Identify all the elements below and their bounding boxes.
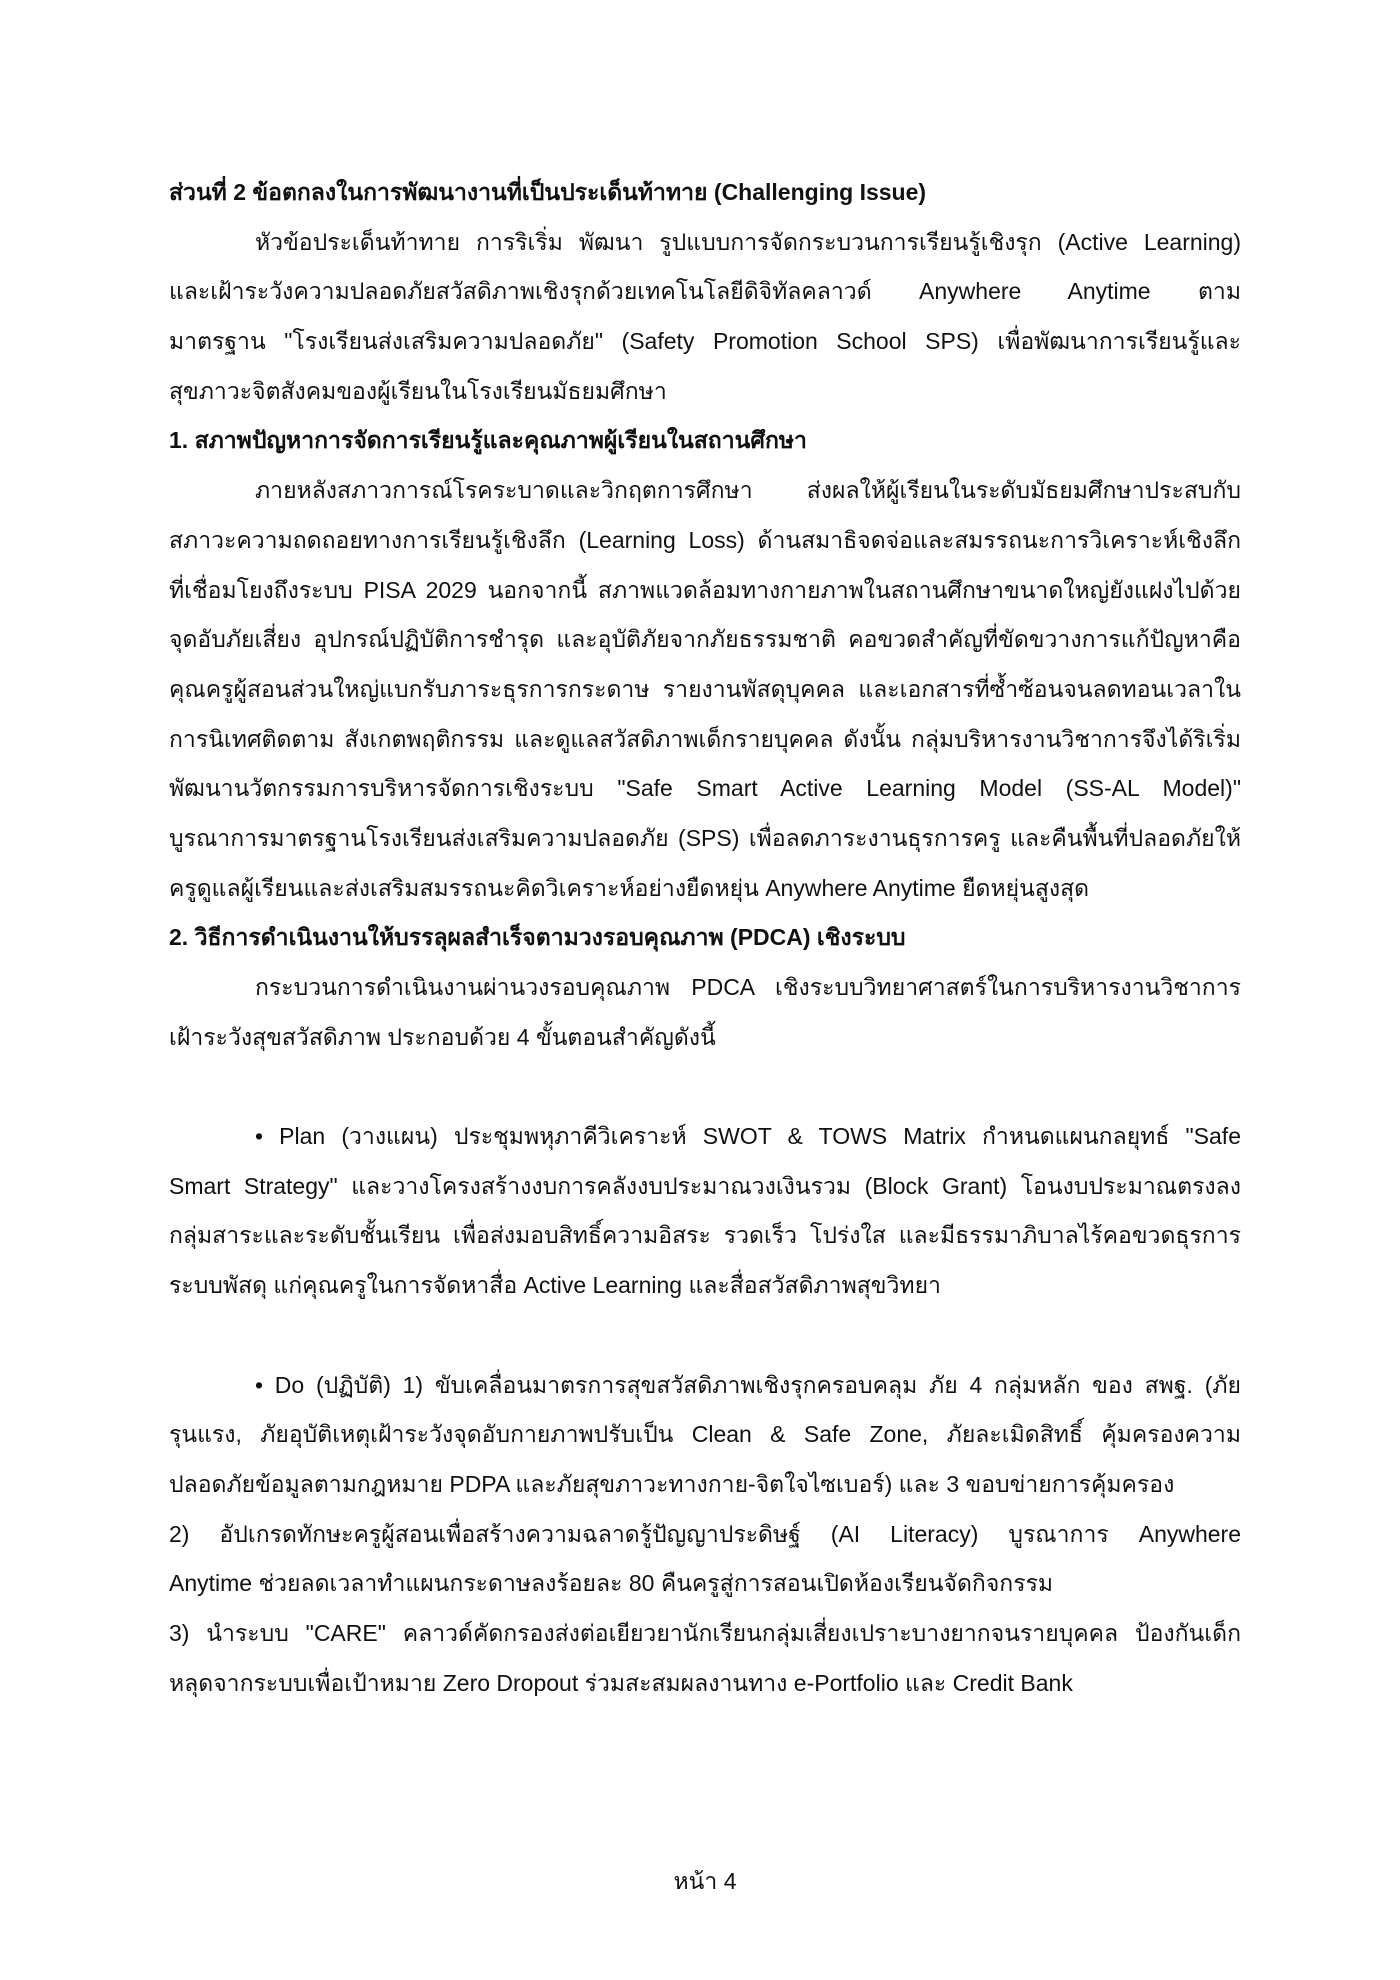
paragraph-line: • Do (ปฏิบัติ) 1) ขับเคลื่อนมาตรการสุขสวัสดิภาพเชิงรุกครอบคลุม ภัย 4 กลุ่มหลัก ของ สพฐ. (ภัย xyxy=(255,1371,1241,1398)
paragraph-line: รุนแรง, ภัยอุบัติเหตุเฝ้าระวังจุดอับกายภาพปรับเป็น Clean & Safe Zone, ภัยละเมิดสิทธิ์ คุ้มครองความ xyxy=(169,1421,1241,1448)
do-step-paragraph xyxy=(169,1361,1241,1709)
method-intro-paragraph xyxy=(169,963,1241,1062)
section-heading: ส่วนที่ 2 ข้อตกลงในการพัฒนางานที่เป็นประเด็นท้าทาย (Challenging Issue) xyxy=(169,179,927,205)
paragraph-line: มาตรฐาน "โรงเรียนส่งเสริมความปลอดภัย" (Safety Promotion School SPS) เพื่อพัฒนาการเรียนรู้และ xyxy=(169,328,1241,355)
paragraph-line: หัวข้อประเด็นท้าทาย การริเริ่ม พัฒนา รูปแบบการจัดกระบวนการเรียนรู้เชิงรุก (Active Learning) xyxy=(255,228,1241,255)
paragraph-line: 2) อัปเกรดทักษะครูผู้สอนเพื่อสร้างความฉลาดรู้ปัญญาประดิษฐ์ (AI Literacy) บูรณาการ Anywhere xyxy=(169,1520,1241,1547)
problem-heading: 1. สภาพปัญหาการจัดการเรียนรู้และคุณภาพผู้เรียนในสถานศึกษา xyxy=(169,427,807,454)
paragraph-line: สภาวะความถดถอยทางการเรียนรู้เชิงลึก (Learning Loss) ด้านสมาธิจดจ่อและสมรรถนะการวิเคราะห์เชิงลึก xyxy=(169,526,1241,553)
paragraph-line: ครูดูแลผู้เรียนและส่งเสริมสมรรถนะคิดวิเคราะห์อย่างยืดหยุ่น Anywhere Anytime ยืดหยุ่นสูงสุด xyxy=(169,874,1090,901)
paragraph-line: ปลอดภัยข้อมูลตามกฎหมาย PDPA และภัยสุขภาวะทางกาย-จิตใจไซเบอร์) และ 3 ขอบข่ายการคุ้มครอง xyxy=(169,1470,1175,1497)
paragraph-line: กลุ่มสาระและระดับชั้นเรียน เพื่อส่งมอบสิทธิ์ความอิสระ รวดเร็ว โปร่งใส และมีธรรมาภิบาลไร้คอขวดธุรการ xyxy=(169,1222,1241,1249)
paragraph-line: ที่เชื่อมโยงถึงระบบ PISA 2029 นอกจากนี้ สภาพแวดล้อมทางกายภาพในสถานศึกษาขนาดใหญ่ยังแฝงไปด้วย xyxy=(169,576,1241,603)
paragraph-line: การนิเทศติดตาม สังเกตพฤติกรรม และดูแลสวัสดิภาพเด็กรายบุคคล ดังนั้น กลุ่มบริหารงานวิชาการจึงได้ริเริ่ม xyxy=(169,725,1241,752)
paragraph-line: หลุดจากระบบเพื่อเป้าหมาย Zero Dropout ร่วมสะสมผลงานทาง e-Portfolio และ Credit Bank xyxy=(169,1669,1073,1696)
paragraph-line: • Plan (วางแผน) ประชุมพหุภาคีวิเคราะห์ SWOT & TOWS Matrix กำหนดแผนกลยุทธ์ "Safe xyxy=(255,1123,1241,1150)
paragraph-line: และเฝ้าระวังความปลอดภัยสวัสดิภาพเชิงรุกด้วยเทคโนโลยีดิจิทัลคลาวด์ Anywhere Anytime ตาม xyxy=(169,278,1241,305)
paragraph-line: สุขภาวะจิตสังคมของผู้เรียนในโรงเรียนมัธยมศึกษา xyxy=(169,377,667,404)
problem-paragraph xyxy=(169,466,1241,913)
method-heading: 2. วิธีการดำเนินงานให้บรรลุผลสำเร็จตามวงรอบคุณภาพ (PDCA) เชิงระบบ xyxy=(169,924,906,951)
paragraph-line: บูรณาการมาตรฐานโรงเรียนส่งเสริมความปลอดภัย (SPS) เพื่อลดภาระงานธุรการครู และคืนพื้นที่ปลอดภัยให้ xyxy=(169,824,1241,851)
page-number: หน้า 4 xyxy=(673,1868,737,1894)
paragraph-line: Smart Strategy" และวางโครงสร้างงบการคลังงบประมาณวงเงินรวม (Block Grant) โอนงบประมาณตรงลง xyxy=(169,1172,1241,1199)
challenge-topic-paragraph xyxy=(169,218,1241,417)
paragraph-line: กระบวนการดำเนินงานผ่านวงรอบคุณภาพ PDCA เชิงระบบวิทยาศาสตร์ในการบริหารงานวิชาการ xyxy=(255,974,1241,1000)
plan-step-paragraph xyxy=(169,1112,1241,1311)
paragraph-spacer xyxy=(169,1311,1241,1361)
problem-section xyxy=(169,416,1241,913)
paragraph-line: พัฒนานวัตกรรมการบริหารจัดการเชิงระบบ "Safe Smart Active Learning Model (SS-AL Model)" xyxy=(169,775,1241,802)
paragraph-line: ระบบพัสดุ แก่คุณครูในการจัดหาสื่อ Active Learning และสื่อสวัสดิภาพสุขวิทยา xyxy=(169,1272,941,1299)
paragraph-spacer xyxy=(169,1062,1241,1112)
paragraph-line: Anytime ช่วยลดเวลาทำแผนกระดาษลงร้อยละ 80 คืนครูสู่การสอนเปิดห้องเรียนจัดกิจกรรม xyxy=(169,1570,1054,1597)
page-content xyxy=(169,168,1241,1708)
paragraph-line: คุณครูผู้สอนส่วนใหญ่แบกรับภาระธุรการกระดาษ รายงานพัสดุบุคคล และเอกสารที่ซ้ำซ้อนจนลดทอนเวลาใน xyxy=(169,675,1241,702)
paragraph-line: เฝ้าระวังสุขสวัสดิภาพ ประกอบด้วย 4 ขั้นตอนสำคัญดังนี้ xyxy=(169,1023,716,1050)
method-section xyxy=(169,913,1241,1708)
paragraph-line: 3) นำระบบ "CARE" คลาวด์คัดกรองส่งต่อเยียวยานักเรียนกลุ่มเสี่ยงเปราะบางยากจนรายบุคคล ป้องกันเด็ก xyxy=(169,1619,1241,1646)
paragraph-line: จุดอับภัยเสี่ยง อุปกรณ์ปฏิบัติการชำรุด และอุบัติภัยจากภัยธรรมชาติ คอขวดสำคัญที่ขัดขวางการแก้ปัญหาคือ xyxy=(169,626,1241,653)
paragraph-line: ภายหลังสภาวการณ์โรคระบาดและวิกฤตการศึกษา ส่งผลให้ผู้เรียนในระดับมัธยมศึกษาประสบกับ xyxy=(255,477,1241,504)
